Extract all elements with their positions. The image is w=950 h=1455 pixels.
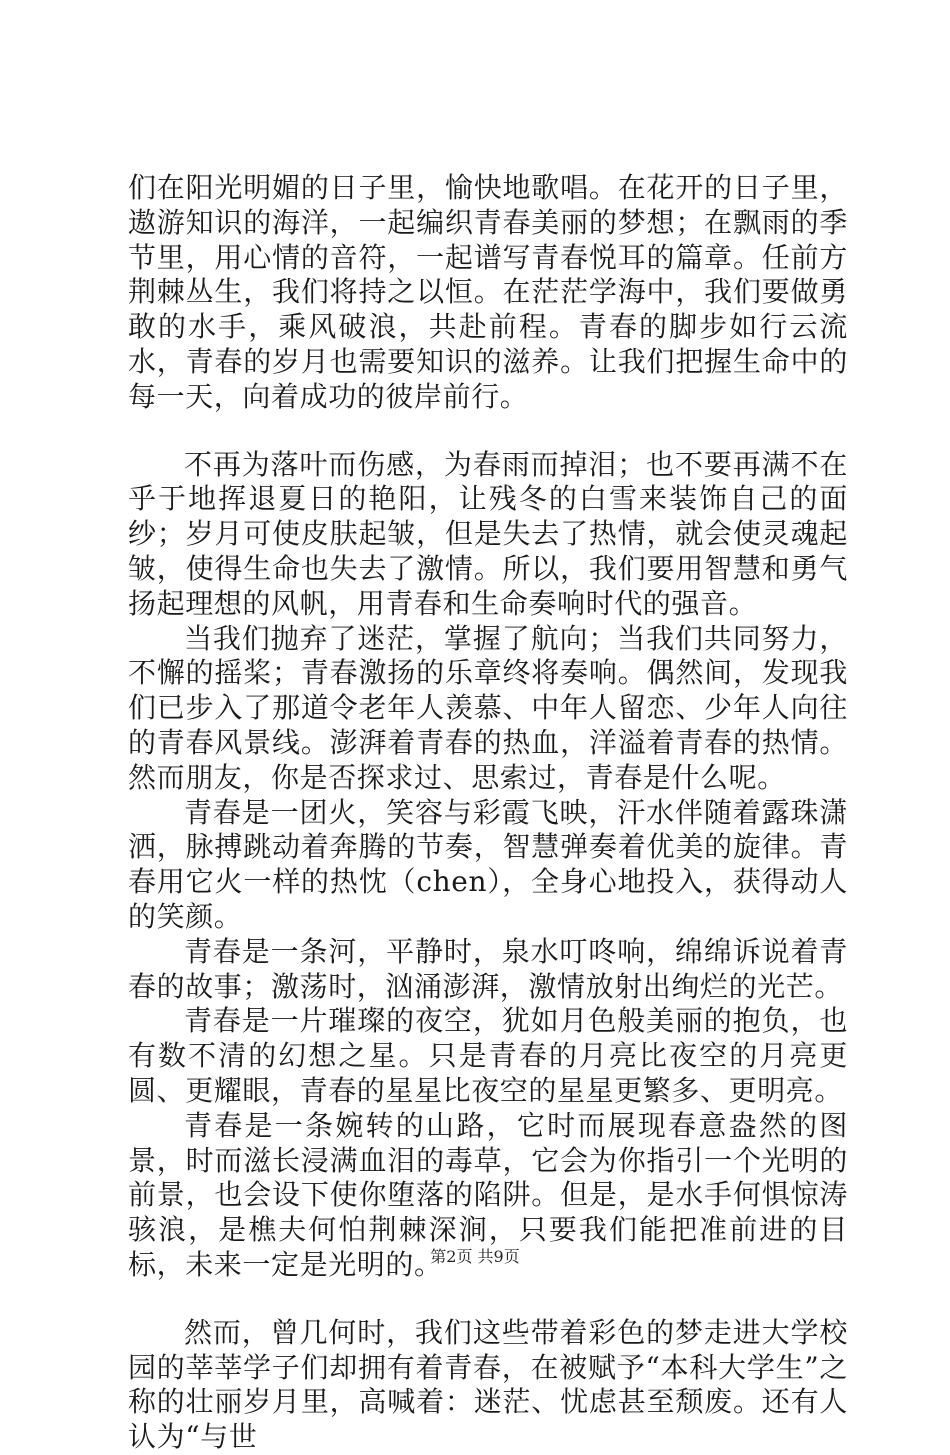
page-number-footer: 第2页 共9页	[430, 1247, 520, 1266]
paragraph-7: 青春是一条婉转的山路，它时而展现春意盎然的图景，时而滋长浸满血泪的毒草，它会为你指引一个光明的前景，也会设下使你堕落的陷阱。但是，是水手何惧惊涛骇浪，是樵夫何怕荆棘深涧，只要我们能把准前进的目标，未来一定是光明的。	[128, 1108, 848, 1281]
paragraph-3: 当我们抛弃了迷茫，掌握了航向；当我们共同努力，不懈的摇桨；青春激扬的乐章终将奏响。偶然间，发现我们已步入了那道令老年人羡慕、中年人留恋、少年人向往的青春风景线。澎湃着青春的热血，洋溢着青春的热情。然而朋友，你是否探求过、思索过，青春是什么呢。	[128, 621, 848, 794]
paragraph-5: 青春是一条河，平静时，泉水叮咚响，绵绵诉说着青春的故事；激荡时，汹涌澎湃，激情放射出绚烂的光芒。	[128, 934, 848, 1003]
paragraph-1: 们在阳光明媚的日子里，愉快地歌唱。在花开的日子里，遨游知识的海洋，一起编织青春美丽的梦想；在飘雨的季节里，用心情的音符，一起谱写青春悦耳的篇章。任前方荆棘丛生，我们将持之以恒。在茫茫学海中，我们要做勇敢的水手，乘风破浪，共赴前程。青春的脚步如行云流水，青春的岁月也需要知识的滋养。让我们把握生命中的每一天，向着成功的彼岸前行。	[128, 171, 848, 413]
paragraph-4: 青春是一团火，笑容与彩霞飞映，汗水伴随着露珠潇洒，脉搏跳动着奔腾的节奏，智慧弹奏着优美的旋律。青春用它火一样的热忱（chen），全身心地投入，获得动人的笑颜。	[128, 795, 848, 933]
paragraph-6: 青春是一片璀璨的夜空，犹如月色般美丽的抱负，也有数不清的幻想之星。只是青春的月亮比夜空的月亮更圆、更耀眼，青春的星星比夜空的星星更繁多、更明亮。	[128, 1004, 848, 1107]
paragraph-8: 然而，曾几何时，我们这些带着彩色的梦走进大学校园的莘莘学子们却拥有着青春，在被赋予“本科大学生”之称的壮丽岁月里，高喊着：迷茫、忧虑甚至颓废。还有人认为“与世	[128, 1315, 848, 1454]
paragraph-2: 不再为落叶而伤感，为春雨而掉泪；也不要再满不在乎于地挥退夏日的艳阳，让残冬的白雪来装饰自己的面纱；岁月可使皮肤起皱，但是失去了热情，就会使灵魂起皱，使得生命也失去了激情。所以，我们要用智慧和勇气扬起理想的风帆，用青春和生命奏响时代的强音。	[128, 447, 848, 620]
